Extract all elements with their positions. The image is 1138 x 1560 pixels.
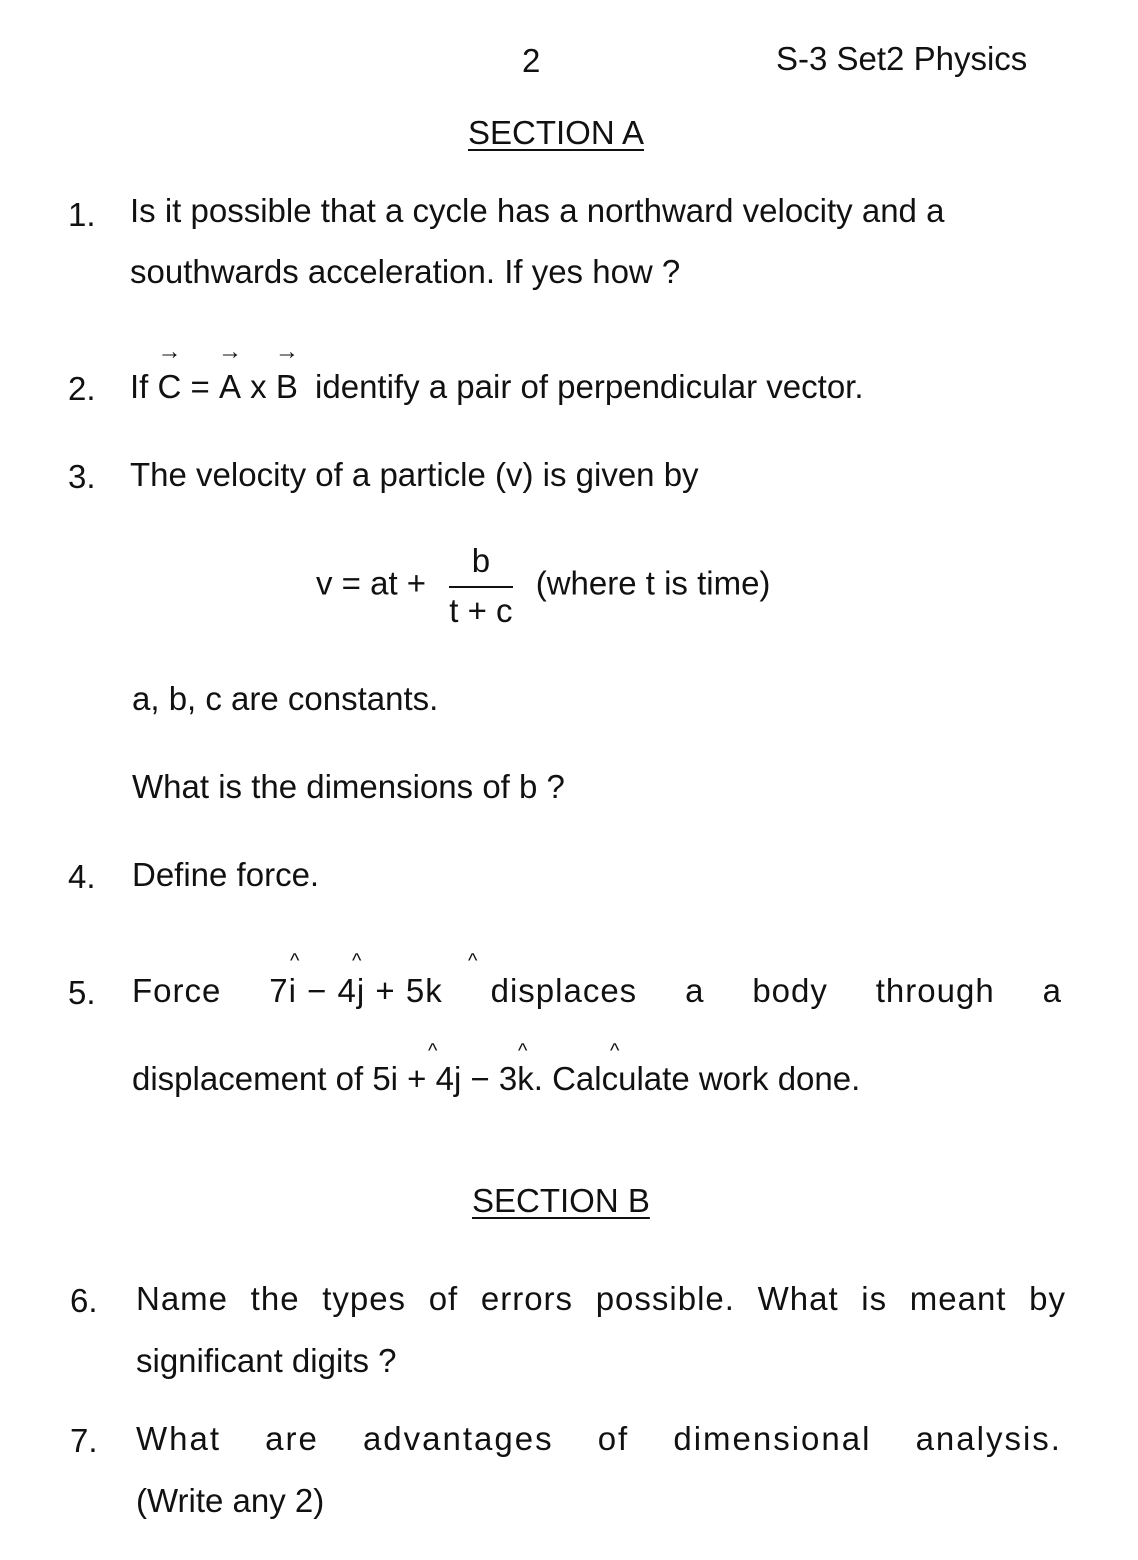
formula-rhs: (where t is time) xyxy=(535,564,771,602)
word: Force xyxy=(132,972,222,1009)
fraction-numerator: b xyxy=(449,542,512,588)
vector-arrow-icon: → xyxy=(274,338,299,365)
unit-vector-caret-icon: ^ xyxy=(518,1040,528,1062)
word: types xyxy=(322,1280,407,1317)
word: errors xyxy=(480,1280,574,1317)
question-number: 7. xyxy=(70,1422,98,1459)
equals-sign: = xyxy=(190,368,210,405)
text-suffix: . Calculate work done. xyxy=(533,1060,861,1097)
unit-vector-caret-icon: ^ xyxy=(610,1040,620,1062)
word: of xyxy=(428,1280,459,1317)
unit-vector-caret-icon: ^ xyxy=(428,1040,438,1062)
word: the xyxy=(250,1280,300,1317)
word: is xyxy=(861,1280,888,1317)
vector-arrow-icon: → xyxy=(217,338,242,365)
word: of xyxy=(597,1420,630,1457)
force-vector: 7i − 4j + 5k xyxy=(269,972,443,1009)
question-number: 3. xyxy=(68,458,96,495)
question-text-line xyxy=(132,1060,860,1098)
page-number: 2 xyxy=(522,42,541,79)
question-text-line: Define force. xyxy=(132,856,320,893)
question-number: 1. xyxy=(68,196,96,233)
question-text-line xyxy=(132,972,1062,1010)
word: meant xyxy=(909,1280,1007,1317)
vector-c: → C xyxy=(157,338,182,405)
word: displaces xyxy=(490,972,638,1009)
unit-vector-caret-icon: ^ xyxy=(352,950,362,972)
word: possible. xyxy=(595,1280,735,1317)
if-word: If xyxy=(130,368,149,405)
word: body xyxy=(752,972,828,1009)
fraction xyxy=(449,542,512,630)
question-number: 6. xyxy=(70,1282,98,1319)
section-a-heading: SECTION A xyxy=(468,114,645,151)
displacement-vector: 5i + 4j − 3k xyxy=(372,1060,534,1097)
vector-arrow-icon: → xyxy=(157,338,182,365)
question-number: 5. xyxy=(68,974,96,1011)
question-text-line: (Write any 2) xyxy=(136,1482,325,1519)
vector-a: → A xyxy=(217,338,242,405)
question-text-line: The velocity of a particle (v) is given by xyxy=(130,456,699,493)
question-text-line xyxy=(136,1420,1062,1458)
paper-title: S-3 Set2 Physics xyxy=(776,40,1028,77)
word: What xyxy=(136,1420,222,1457)
question-number: 4. xyxy=(68,858,96,895)
word: are xyxy=(265,1420,319,1457)
text-prefix: displacement of xyxy=(132,1060,364,1097)
question-text: identify a pair of perpendicular vector. xyxy=(315,368,864,405)
question-text-line: What is the dimensions of b ? xyxy=(132,768,565,805)
velocity-formula xyxy=(316,542,770,630)
unit-vector-caret-icon: ^ xyxy=(290,950,300,972)
question-text-line: southwards acceleration. If yes how ? xyxy=(130,253,681,290)
word: dimensional xyxy=(673,1420,872,1457)
word: Name xyxy=(136,1280,229,1317)
word: through xyxy=(875,972,995,1009)
word: analysis. xyxy=(915,1420,1062,1457)
question-text-line xyxy=(136,1280,1066,1318)
word: by xyxy=(1029,1280,1066,1317)
question-number: 2. xyxy=(68,370,96,407)
section-b-heading: SECTION B xyxy=(472,1182,650,1219)
question-text-line xyxy=(130,338,864,406)
vector-b: → B xyxy=(274,338,299,405)
question-text-line: a, b, c are constants. xyxy=(132,680,439,717)
word: a xyxy=(685,972,705,1009)
fraction-denominator: t + c xyxy=(449,592,513,629)
cross-sign: x xyxy=(250,368,267,405)
unit-vector-caret-icon: ^ xyxy=(468,950,478,972)
word: advantages xyxy=(362,1420,554,1457)
question-text-line: Is it possible that a cycle has a northward velocity and a xyxy=(130,192,945,229)
word: What xyxy=(757,1280,839,1317)
word: a xyxy=(1042,972,1062,1009)
formula-lhs: v = at + xyxy=(316,564,427,602)
question-text-line: significant digits ? xyxy=(136,1342,397,1379)
